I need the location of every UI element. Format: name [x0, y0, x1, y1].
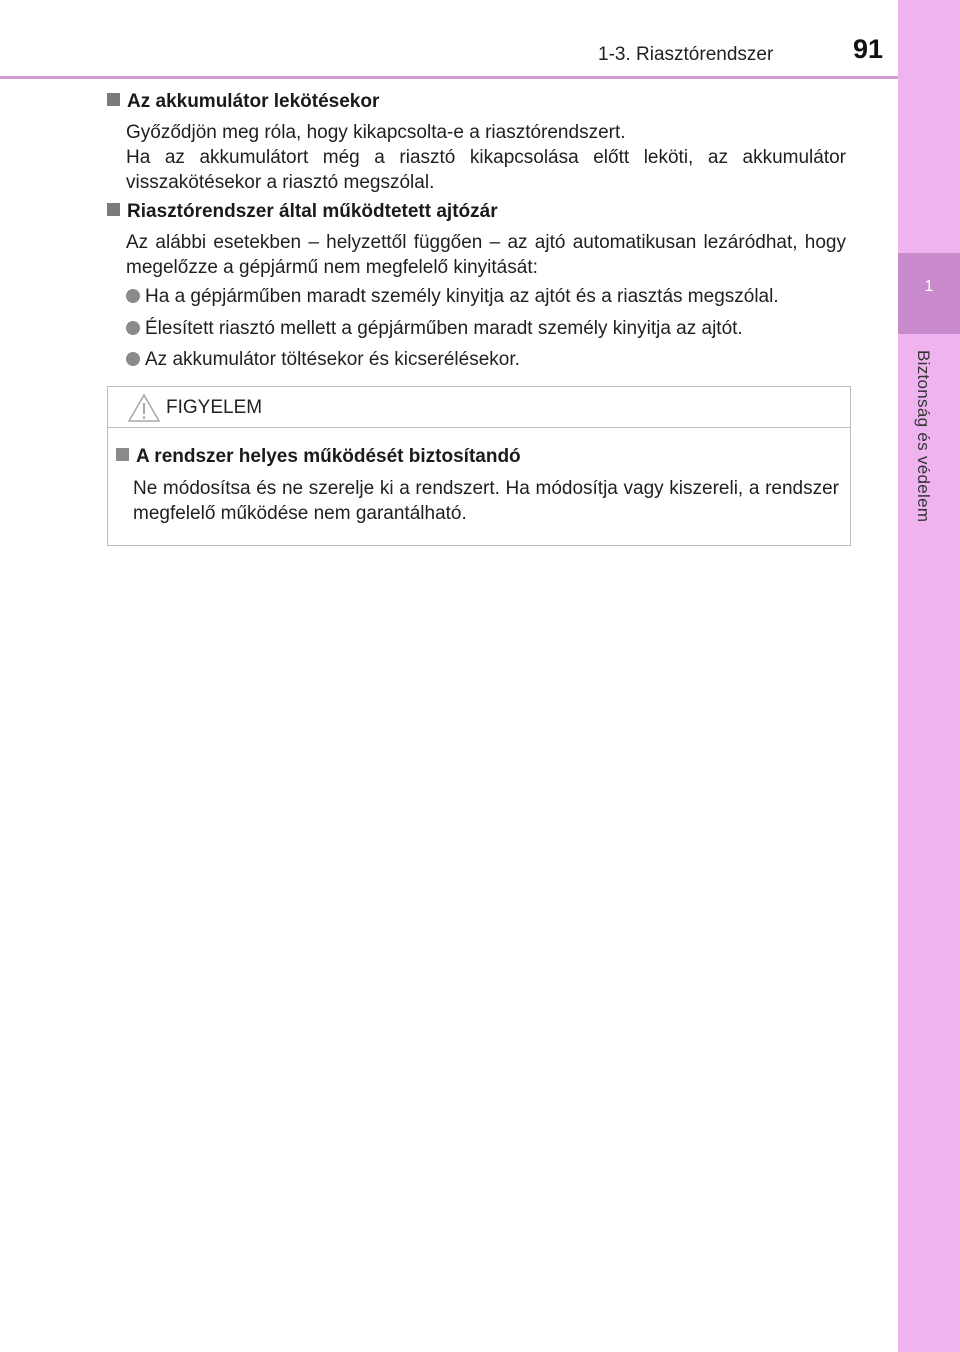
warning-heading [116, 446, 521, 468]
chapter-title: 1-3. Riasztórendszer [598, 44, 774, 65]
paragraph: Győződjön meg róla, hogy kikapcsolta-e a riasztórendszert. [126, 122, 626, 143]
round-bullet-icon [126, 321, 140, 335]
chapter-tab-number: 1 [924, 278, 934, 295]
warning-title: FIGYELEM [166, 397, 263, 418]
section-heading-text: Riasztórendszer által működtetett ajtózár [127, 201, 498, 222]
warning-heading-text: A rendszer helyes működését biztosítandó [136, 446, 521, 467]
section-heading-text: Az akkumulátor lekötésekor [127, 91, 380, 112]
list-item [126, 316, 856, 341]
square-bullet-icon [107, 203, 120, 216]
page-number: 91 [853, 34, 884, 64]
warning-triangle-icon [127, 393, 161, 428]
list-item [126, 284, 856, 309]
list-item-text: Ha a gépjárműben maradt személy kinyitja az ajtót és a riasztás megszólal. [145, 286, 779, 307]
header-divider [0, 76, 898, 79]
warning-text: Ne módosítsa és ne szerelje ki a rendszert. Ha módosítja vagy kiszereli, a rendszer megfelelő működése nem garantálható. [133, 478, 839, 524]
square-bullet-icon [107, 93, 120, 106]
square-bullet-icon [116, 448, 129, 461]
chapter-tab-label: Biztonság és védelem [914, 350, 933, 523]
round-bullet-icon [126, 352, 140, 366]
section-heading [107, 201, 498, 223]
list-item-text: Élesített riasztó mellett a gépjárműben maradt személy kinyitja az ajtót. [145, 318, 743, 339]
warning-header [108, 387, 850, 428]
paragraph: Az alábbi esetekben – helyzettől függően – az ajtó automatikusan lezáródhat, hogy megelőzze a gépjármű nem megfelelő kinyitását: [126, 232, 846, 278]
paragraph: Ha az akkumulátort még a riasztó kikapcsolása előtt leköti, az akkumulátor visszakötésekor a riasztó megszólal. [126, 147, 846, 193]
warning-box [107, 386, 851, 546]
section-heading [107, 91, 379, 113]
list-item [126, 347, 856, 372]
list-item-text: Az akkumulátor töltésekor és kicserélésekor. [145, 349, 520, 370]
side-band [898, 0, 960, 1352]
round-bullet-icon [126, 289, 140, 303]
